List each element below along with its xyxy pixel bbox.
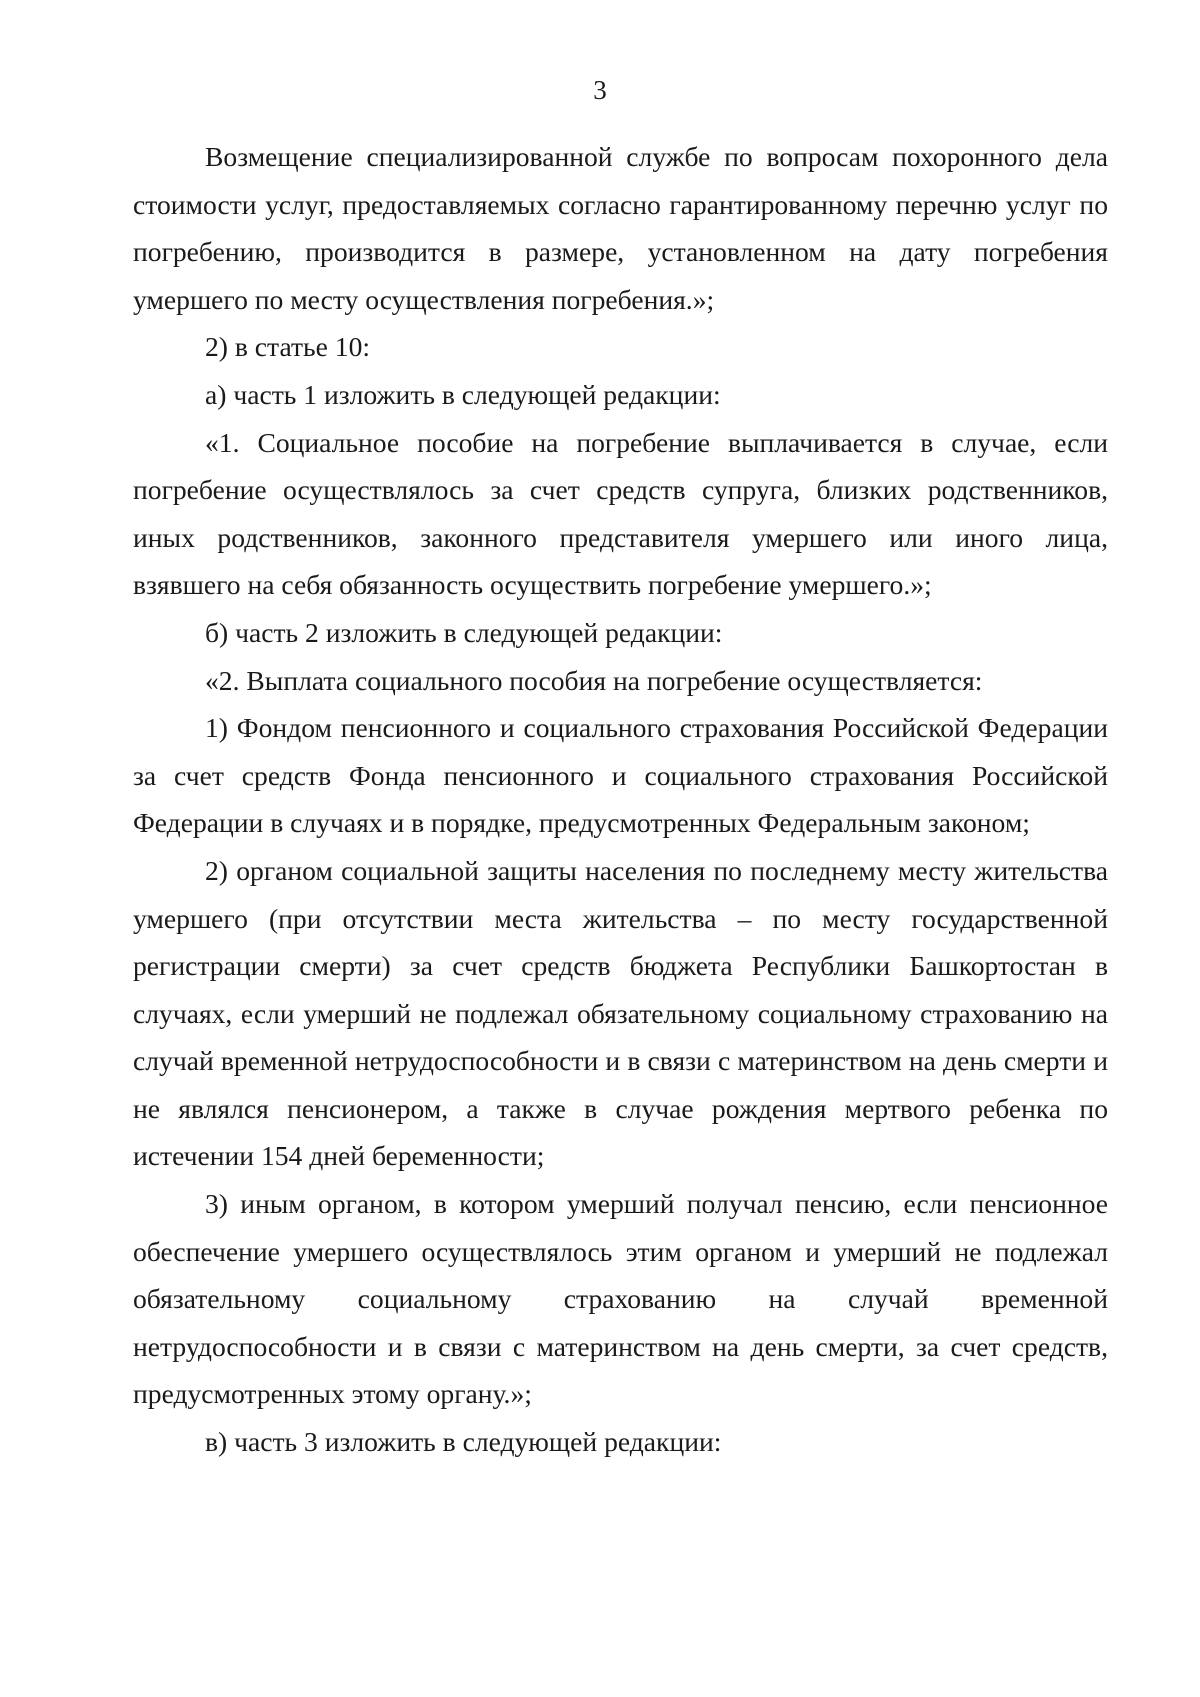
- paragraph: б) часть 2 изложить в следующей редакции:: [205, 616, 723, 648]
- document-body: [133, 133, 1108, 1466]
- paragraph: 3) иным органом, в котором умерший получал пенсию, если пенсионное обеспечение умершего осуществлялось этим органом и умерший не подлежал обязательному социальному страхованию на случай временной нетрудоспособности и в связи с материнством на день смерти, за счет средств, предусмотренных этому органу.»;: [133, 1188, 1108, 1410]
- paragraph: 2) в статье 10:: [205, 331, 371, 363]
- paragraph: «2. Выплата социального пособия на погребение осуществляется:: [205, 664, 983, 696]
- paragraph: 2) органом социальной защиты населения по последнему месту жительства умершего (при отсутствии места жительства – по месту государственной регистрации смерти) за счет средств бюджета Республики Башкортостан в случаях, если умерший не подлежал обязательному социальному страхованию на случай временной нетрудоспособности и в связи с материнством на день смерти и не являлся пенсионером, а также в случае рождения мертвого ребенка по истечении 154 дней беременности;: [133, 854, 1108, 1172]
- paragraph: 1) Фондом пенсионного и социального страхования Российской Федерации за счет средств Фонда пенсионного и социального страхования Российской Федерации в случаях и в порядке, предусмотренных Федеральным законом;: [133, 712, 1108, 839]
- paragraph: Возмещение специализированной службе по вопросам похоронного дела стоимости услуг, предоставляемых согласно гарантированному перечню услуг по погребению, производится в размере, установленном на дату погребения умершего по месту осуществления погребения.»;: [133, 141, 1108, 315]
- paragraph: «1. Социальное пособие на погребение выплачивается в случае, если погребение осуществлялось за счет средств супруга, близких родственников, иных родственников, законного представителя умершего или иного лица, взявшего на себя обязанность осуществить погребение умершего.»;: [133, 426, 1108, 601]
- paragraph: в) часть 3 изложить в следующей редакции:: [205, 1426, 722, 1458]
- paragraph: а) часть 1 изложить в следующей редакции:: [205, 378, 721, 410]
- page-number: 3: [593, 75, 607, 105]
